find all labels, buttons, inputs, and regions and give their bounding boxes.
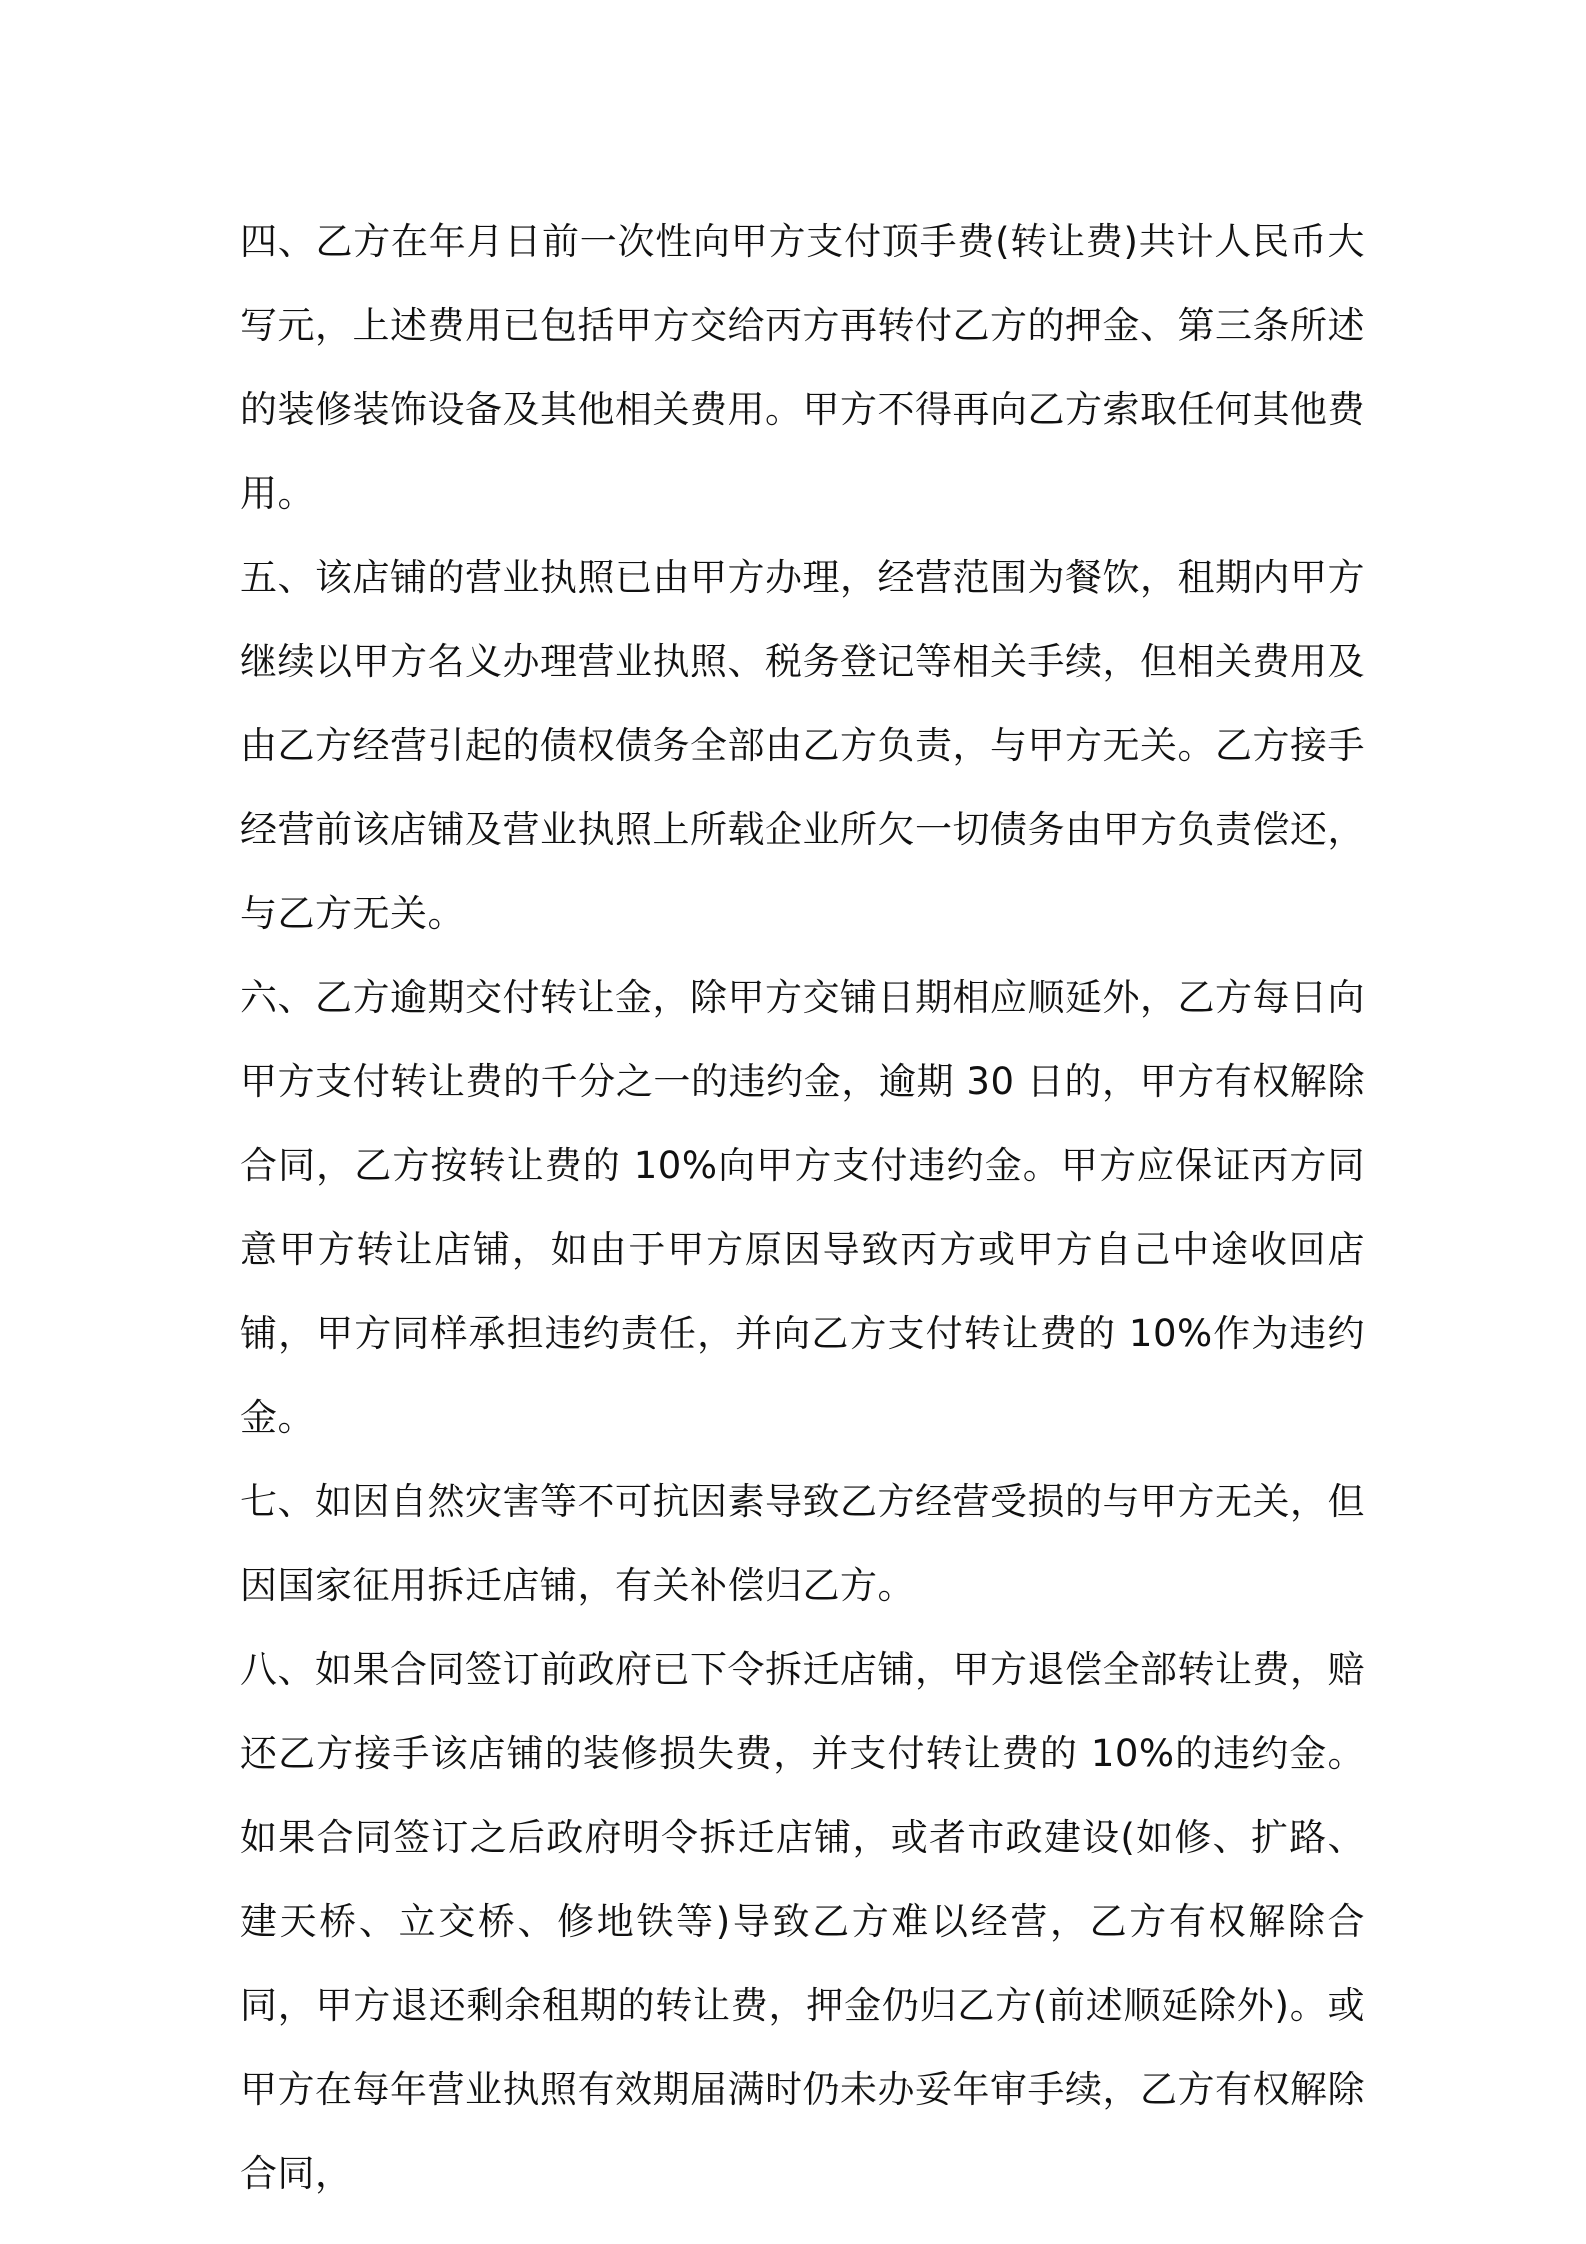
clause-4: 四、乙方在年月日前一次性向甲方支付顶手费(转让费)共计人民币大写元，上述费用已包括甲方交给丙方再转付乙方的押金、第三条所述的装修装饰设备及其他相关费用。甲方不得再向乙方索取任何其他费用。 [240,220,1365,515]
clause-5: 五、该店铺的营业执照已由甲方办理，经营范围为餐饮，租期内甲方继续以甲方名义办理营业执照、税务登记等相关手续，但相关费用及由乙方经营引起的债权债务全部由乙方负责，与甲方无关。乙方接手经营前该店铺及营业执照上所载企业所欠一切债务由甲方负责偿还，与乙方无关。 [240,556,1365,935]
clause-7: 七、如因自然灾害等不可抗因素导致乙方经营受损的与甲方无关，但因国家征用拆迁店铺，有关补偿归乙方。 [240,1480,1365,1607]
clause-8: 八、如果合同签订前政府已下令拆迁店铺，甲方退偿全部转让费，赔还乙方接手该店铺的装修损失费，并支付转让费的 10%的违约金。如果合同签订之后政府明令拆迁店铺，或者市政建设(如修、扩路、建天桥、立交桥、修地铁等)导致乙方难以经营，乙方有权解除合同，甲方退还剩余租期的转让费，押金仍归乙方(前述顺延除外)。或甲方在每年营业执照有效期届满时仍未办妥年审手续，乙方有权解除合同， [240,1648,1365,2195]
document-body [240,200,1365,2216]
clause-6: 六、乙方逾期交付转让金，除甲方交铺日期相应顺延外，乙方每日向甲方支付转让费的千分之一的违约金，逾期 30 日的，甲方有权解除合同，乙方按转让费的 10%向甲方支付违约金。甲方应保证丙方同意甲方转让店铺，如由于甲方原因导致丙方或甲方自己中途收回店铺，甲方同样承担违约责任，并向乙方支付转让费的 10%作为违约金。 [240,976,1365,1439]
